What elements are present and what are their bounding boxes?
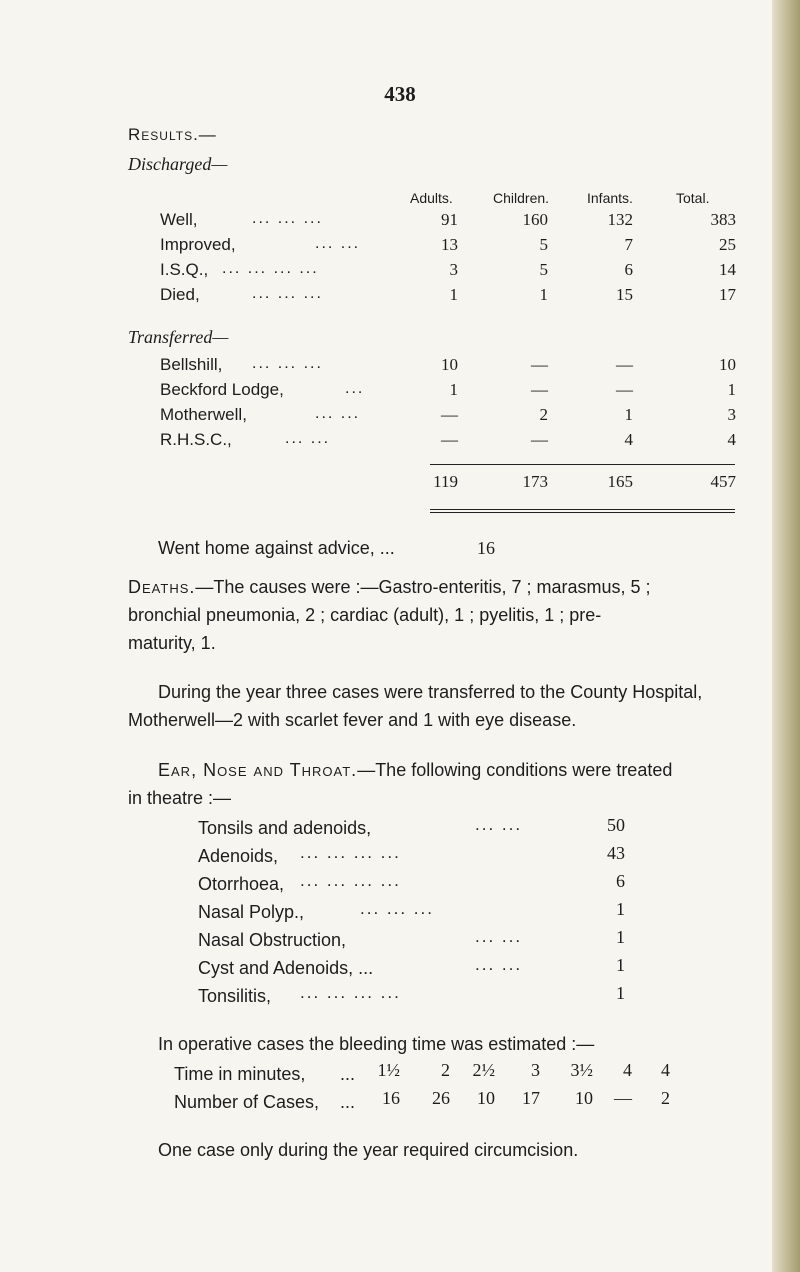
time-value: 2 xyxy=(441,1060,450,1080)
condition-label: Tonsilitis, xyxy=(198,986,272,1006)
condition-label: Nasal Polyp., xyxy=(198,902,305,922)
cell-infants: 1 xyxy=(624,405,633,424)
results-heading: Results.— xyxy=(128,125,217,144)
cell-children: 1 xyxy=(539,285,548,304)
condition-count: 1 xyxy=(616,899,625,919)
condition-label: Adenoids, xyxy=(198,846,279,866)
cell-infants: 7 xyxy=(624,235,633,254)
condition-count: 43 xyxy=(607,843,625,863)
cases-value: — xyxy=(614,1088,632,1108)
cell-infants: 6 xyxy=(624,260,633,279)
cell-children: — xyxy=(531,355,548,374)
time-value: 3½ xyxy=(570,1060,593,1080)
time-value: 2½ xyxy=(472,1060,495,1080)
cell-children: 2 xyxy=(539,405,548,424)
went-home-label: Went home against advice, ... xyxy=(158,538,395,558)
cell-total: 1 xyxy=(727,380,736,399)
deaths-line-2: bronchial pneumonia, 2 ; cardiac (adult), 1 ; pyelitis, 1 ; pre- xyxy=(128,605,602,625)
leader-dots: ... xyxy=(340,1064,356,1084)
cases-value: 2 xyxy=(661,1088,670,1108)
column-header-total: Total. xyxy=(676,190,710,206)
ent-line-1 xyxy=(158,756,672,784)
cell-adults: 13 xyxy=(441,235,458,254)
ent-text: —The following conditions were treated xyxy=(357,760,673,780)
condition-count: 1 xyxy=(616,955,625,975)
row-label: Died, xyxy=(160,285,200,304)
cases-value: 26 xyxy=(432,1088,450,1108)
leader-dots: ... ... xyxy=(475,927,523,946)
cases-value: 16 xyxy=(382,1088,400,1108)
condition-label: Tonsils and adenoids, xyxy=(198,818,372,838)
leader-dots: ... xyxy=(340,1092,356,1112)
cell-children: 5 xyxy=(539,235,548,254)
cell-total: 4 xyxy=(727,430,736,449)
condition-count: 1 xyxy=(616,927,625,947)
cases-value: 10 xyxy=(477,1088,495,1108)
ent-line-2: in theatre :— xyxy=(128,788,232,808)
transferred-heading: Transferred— xyxy=(128,327,229,347)
time-value: 4 xyxy=(623,1060,632,1080)
cell-total: 17 xyxy=(719,285,736,304)
column-header-adults: Adults. xyxy=(410,190,453,206)
condition-label: Nasal Obstruction, xyxy=(198,930,347,950)
leader-dots: ... ... ... xyxy=(252,210,323,227)
leader-dots: ... ... ... ... xyxy=(300,983,401,1002)
deaths-line-3: maturity, 1. xyxy=(128,633,216,653)
cell-total: 14 xyxy=(719,260,736,279)
leader-dots: ... ... ... xyxy=(252,285,323,302)
deaths-text: —The causes were :—Gastro-enteritis, 7 ; marasmus, 5 ; xyxy=(195,577,651,597)
cell-children: — xyxy=(531,430,548,449)
leader-dots: ... ... xyxy=(315,405,361,422)
time-value: 1½ xyxy=(377,1060,400,1080)
condition-label: Cyst and Adenoids, ... xyxy=(198,958,374,978)
condition-count: 50 xyxy=(607,815,625,835)
row-label: Well, xyxy=(160,210,198,229)
leader-dots: ... ... xyxy=(285,430,331,447)
condition-label: Otorrhoea, xyxy=(198,874,285,894)
transfer-line-1: During the year three cases were transferred to the County Hospital, xyxy=(158,682,703,702)
cell-children: 5 xyxy=(539,260,548,279)
cell-infants: 15 xyxy=(616,285,633,304)
row-label: Motherwell, xyxy=(160,405,247,424)
leader-dots: ... ... ... xyxy=(252,355,323,372)
leader-dots: ... xyxy=(345,380,365,397)
cases-value: 17 xyxy=(522,1088,540,1108)
cell-adults: — xyxy=(441,430,458,449)
cell-children: — xyxy=(531,380,548,399)
row-label: I.S.Q., xyxy=(160,260,209,279)
went-home-value: 16 xyxy=(477,538,495,558)
ent-lead: Ear, Nose and Throat. xyxy=(158,760,358,780)
row-label: R.H.S.C., xyxy=(160,430,232,449)
column-header-children: Children. xyxy=(493,190,550,206)
total-children: 173 xyxy=(522,472,548,491)
cases-label: Number of Cases, xyxy=(174,1092,320,1112)
double-rule-top xyxy=(430,509,735,510)
discharged-heading: Discharged— xyxy=(128,154,228,174)
cell-adults: 3 xyxy=(449,260,458,279)
cell-adults: 10 xyxy=(441,355,458,374)
cell-total: 3 xyxy=(727,405,736,424)
column-header-infants: Infants. xyxy=(587,190,633,206)
leader-dots: ... ... xyxy=(315,235,361,252)
leader-dots: ... ... ... ... xyxy=(300,871,401,890)
bleeding-intro: In operative cases the bleeding time was estimated :— xyxy=(158,1034,595,1054)
cell-total: 10 xyxy=(719,355,736,374)
cell-adults: 1 xyxy=(449,285,458,304)
cell-total: 25 xyxy=(719,235,736,254)
leader-dots: ... ... xyxy=(475,955,523,974)
double-rule-bottom xyxy=(430,512,735,513)
deaths-line-1 xyxy=(128,573,651,601)
row-label: Improved, xyxy=(160,235,236,254)
total-infants: 165 xyxy=(607,472,633,491)
cell-infants: 4 xyxy=(624,430,633,449)
leader-dots: ... ... ... ... xyxy=(300,843,401,862)
page-edge-shadow xyxy=(772,0,800,1272)
leader-dots: ... ... ... ... xyxy=(222,260,319,277)
condition-count: 6 xyxy=(616,871,625,891)
time-value: 4 xyxy=(661,1060,670,1080)
row-label: Beckford Lodge, xyxy=(160,380,284,399)
transfer-line-2: Motherwell—2 with scarlet fever and 1 with eye disease. xyxy=(128,710,577,730)
cell-adults: — xyxy=(441,405,458,424)
cell-total: 383 xyxy=(710,210,736,229)
condition-count: 1 xyxy=(616,983,625,1003)
total-adults: 119 xyxy=(433,472,458,491)
cell-infants: 132 xyxy=(607,210,633,229)
total-rule xyxy=(430,464,735,465)
cell-infants: — xyxy=(616,355,633,374)
cell-adults: 91 xyxy=(441,210,458,229)
time-value: 3 xyxy=(531,1060,540,1080)
row-label: Bellshill, xyxy=(160,355,223,374)
cell-infants: — xyxy=(616,380,633,399)
cell-adults: 1 xyxy=(449,380,458,399)
leader-dots: ... ... xyxy=(475,815,523,834)
time-label: Time in minutes, xyxy=(174,1064,306,1084)
total-total: 457 xyxy=(710,472,736,491)
deaths-lead: Deaths. xyxy=(128,577,196,597)
circumcision-note: One case only during the year required circumcision. xyxy=(158,1140,579,1160)
page-number: 438 xyxy=(384,82,416,106)
cases-value: 10 xyxy=(575,1088,593,1108)
leader-dots: ... ... ... xyxy=(360,899,434,918)
cell-children: 160 xyxy=(522,210,548,229)
